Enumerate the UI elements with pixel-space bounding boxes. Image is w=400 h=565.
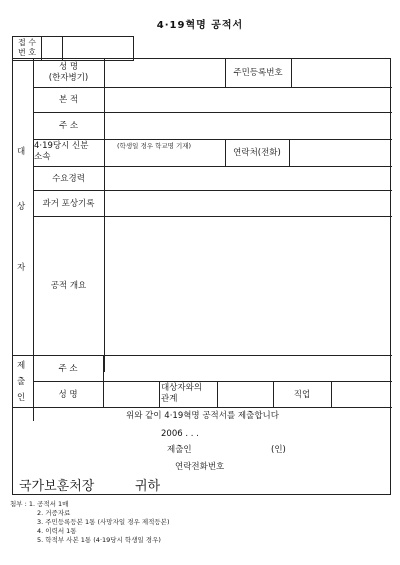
phone-line-label: 연락전화번호 bbox=[175, 462, 225, 472]
subject-section-char-1: 대 bbox=[17, 147, 26, 157]
receipt-label-line-2: 번 호 bbox=[18, 48, 36, 57]
submission-date: 2006 . . . bbox=[161, 429, 199, 439]
submitter-line-label: 제출인 bbox=[167, 445, 192, 455]
registered-domicile-label: 본 적 bbox=[58, 95, 79, 105]
resident-number-label: 주민등록번호 bbox=[233, 68, 283, 78]
attachment-item: 5. 학적부 사본 1통 (4·19당시 학생일 경우) bbox=[37, 536, 161, 544]
seal-mark: (인) bbox=[271, 445, 286, 455]
merit-summary-label: 공적 개요 bbox=[50, 281, 87, 291]
subject-section-char-2: 상 bbox=[17, 202, 26, 212]
submitter-section-char-1: 제 bbox=[17, 361, 26, 371]
affiliation-label-2: 소속 bbox=[34, 152, 51, 162]
submitter-name-label: 성 명 bbox=[58, 390, 78, 400]
receipt-label-line-1: 접 수 bbox=[18, 38, 36, 47]
submitter-section-char-3: 인 bbox=[17, 393, 26, 403]
recipient-honorific: 귀하 bbox=[135, 479, 161, 494]
affiliation-label-1: 4·19당시 신분 bbox=[34, 141, 89, 151]
occupation-label: 직업 bbox=[293, 390, 311, 400]
decoration-history-label: 수요경력 bbox=[52, 174, 85, 184]
attachment-item: 3. 주민등록등본 1통 (사망자일 경우 제적등본) bbox=[37, 518, 170, 526]
attachment-item: 2. 거증자료 bbox=[37, 509, 71, 517]
merit-form-table bbox=[12, 58, 391, 495]
attachments-header: 첨부 : 1. 공적서 1매 bbox=[10, 500, 69, 508]
submitter-section-char-2: 출 bbox=[17, 377, 26, 387]
declaration-statement: 위와 같이 4·19혁명 공적서를 제출합니다 bbox=[126, 411, 279, 421]
subject-address-label: 주 소 bbox=[58, 121, 79, 131]
receipt-number-cell[interactable] bbox=[42, 37, 63, 60]
receipt-number-label bbox=[13, 37, 42, 60]
attachment-item: 4. 이력서 1통 bbox=[37, 527, 77, 535]
award-record-label: 과거 포상기록 bbox=[42, 199, 95, 209]
subject-section-char-3: 자 bbox=[17, 263, 26, 273]
relation-label-1: 대상자와의 bbox=[161, 383, 203, 393]
submitter-address-label: 주 소 bbox=[58, 364, 78, 374]
relation-label-2: 관계 bbox=[161, 394, 178, 404]
attachments-list bbox=[10, 500, 169, 545]
contact-label: 연락처(전화) bbox=[233, 148, 281, 158]
affiliation-note: (학생일 경우 학교명 기재) bbox=[117, 142, 192, 150]
recipient-name: 국가보훈처장 bbox=[19, 479, 95, 494]
form-title: 4·19혁명 공적서 bbox=[156, 20, 244, 31]
name-hanja-label: (한자병기) bbox=[48, 73, 89, 83]
name-label: 성 명 bbox=[58, 62, 79, 72]
